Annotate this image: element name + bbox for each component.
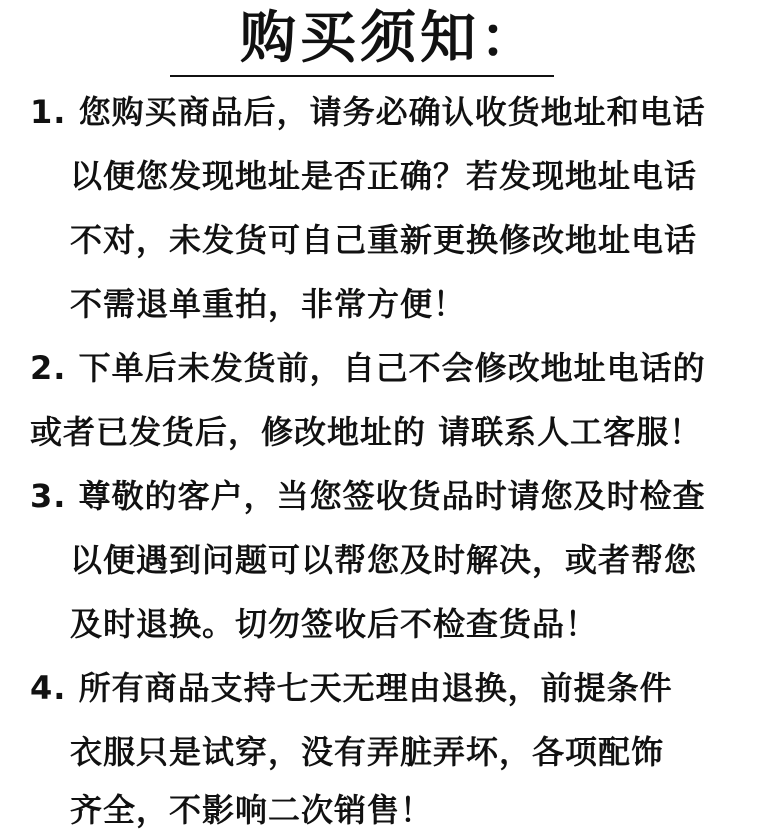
notice-1-line-3: 不对，未发货可自己重新更换修改地址电话 [70,221,698,259]
notice-2-line-2: 或者已发货后，修改地址的 请联系人工客服！ [30,413,703,451]
notice-4-line-1: 4. 所有商品支持七天无理由退换，前提条件 [30,669,673,707]
notice-3-line-2: 以便遇到问题可以帮您及时解决，或者帮您 [70,541,698,579]
notice-4-line-2: 衣服只是试穿，没有弄脏弄坏，各项配饰 [70,733,665,771]
page-title: 购买须知： [240,6,540,71]
notice-1-line-4: 不需退单重拍，非常方便！ [70,285,467,323]
notice-3-line-1: 3. 尊敬的客户，当您签收货品时请您及时检查 [30,477,706,515]
notice-3-line-3: 及时退换。切勿签收后不检查货品！ [70,605,599,643]
notice-4-line-3: 齐全，不影响二次销售！ [70,791,434,829]
title-underline [170,75,554,77]
notice-1-line-1: 1. 您购买商品后，请务必确认收货地址和电话 [30,93,706,131]
notice-1-line-2: 以便您发现地址是否正确？若发现地址电话 [70,157,698,195]
notice-2-line-1: 2. 下单后未发货前，自己不会修改地址电话的 [30,349,706,387]
